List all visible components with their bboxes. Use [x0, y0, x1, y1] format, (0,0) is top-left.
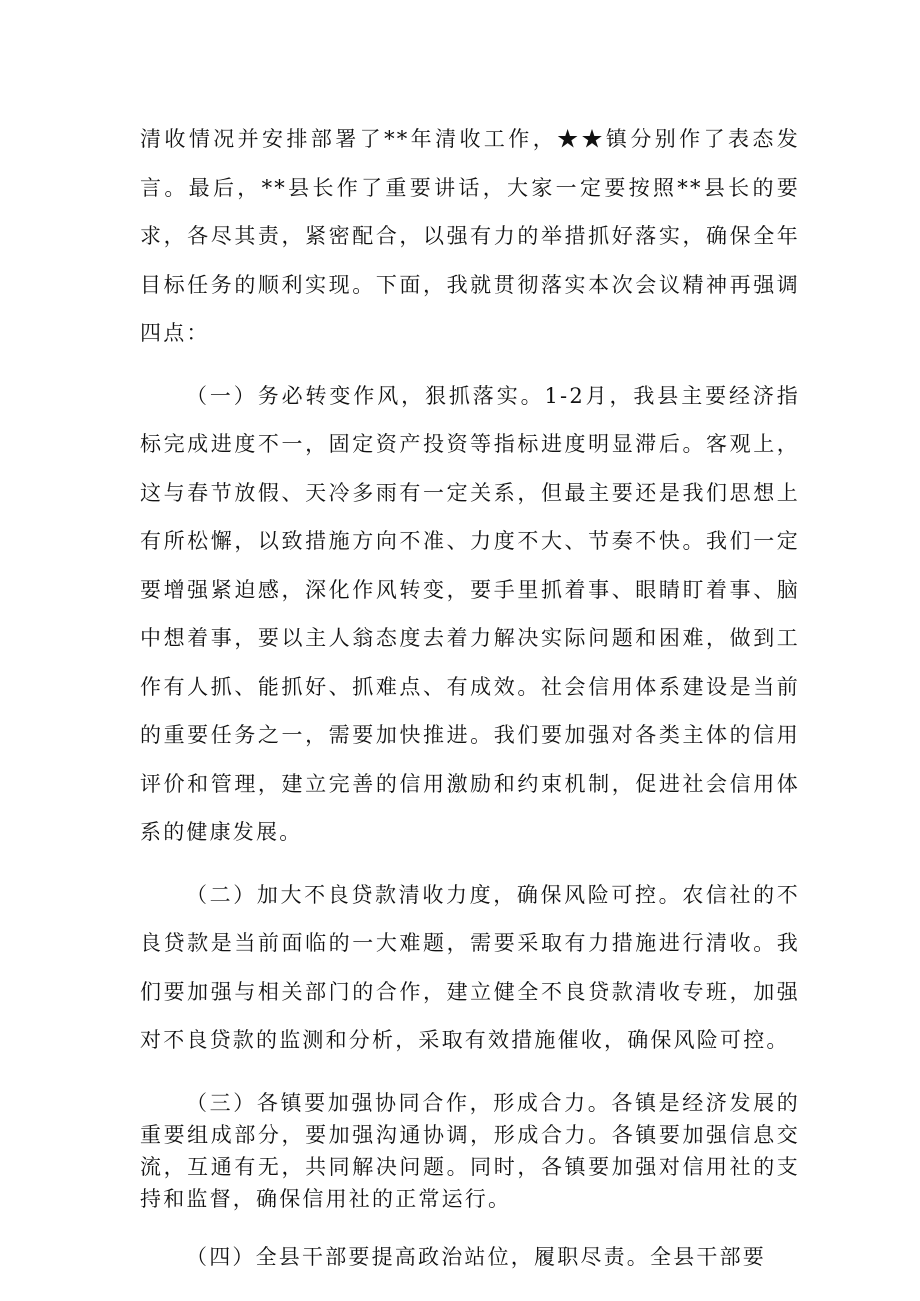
paragraph-point-three: （三）各镇要加强协同合作，形成合力。各镇是经济发展的重要组成部分，要加强沟通协调，形成合力。各镇要加强信息交流，互通有无，共同解决问题。同时，各镇要加强对信用社的支持和监督，确保信用社的正常运行。 [140, 1090, 800, 1211]
paragraph-point-four: （四）全县干部要提高政治站位，履职尽责。全县干部要 [186, 1244, 766, 1269]
paragraph-continuation: 清收情况并安排部署了**年清收工作，★★镇分别作了表态发言。最后，**县长作了重要讲话，大家一定要按照**县长的要求，各尽其责，紧密配合，以强有力的举措抓好落实，确保全年目标任务的顺利实现。下面，我就贯彻落实本次会议精神再强调四点： [140, 127, 800, 345]
document-body [140, 115, 800, 1281]
paragraph-point-one: （一）务必转变作风，狠抓落实。1-2月，我县主要经济指标完成进度不一，固定资产投资等指标进度明显滞后。客观上，这与春节放假、天冷多雨有一定关系，但最主要还是我们思想上有所松懈，以致措施方向不准、力度不大、节奏不快。我们一定要增强紧迫感，深化作风转变，要手里抓着事、眼睛盯着事、脑中想着事，要以主人翁态度去着力解决实际问题和困难，做到工作有人抓、能抓好、抓难点、有成效。社会信用体系建设是当前的重要任务之一，需要加快推进。我们要加强对各类主体的信用评价和管理，建立完善的信用激励和约束机制，促进社会信用体系的健康发展。 [140, 383, 800, 844]
paragraph-point-two: （二）加大不良贷款清收力度，确保风险可控。农信社的不良贷款是当前面临的一大难题，需要采取有力措施进行清收。我们要加强与相关部门的合作，建立健全不良贷款清收专班，加强对不良贷款的监测和分析，采取有效措施催收，确保风险可控。 [140, 882, 800, 1052]
